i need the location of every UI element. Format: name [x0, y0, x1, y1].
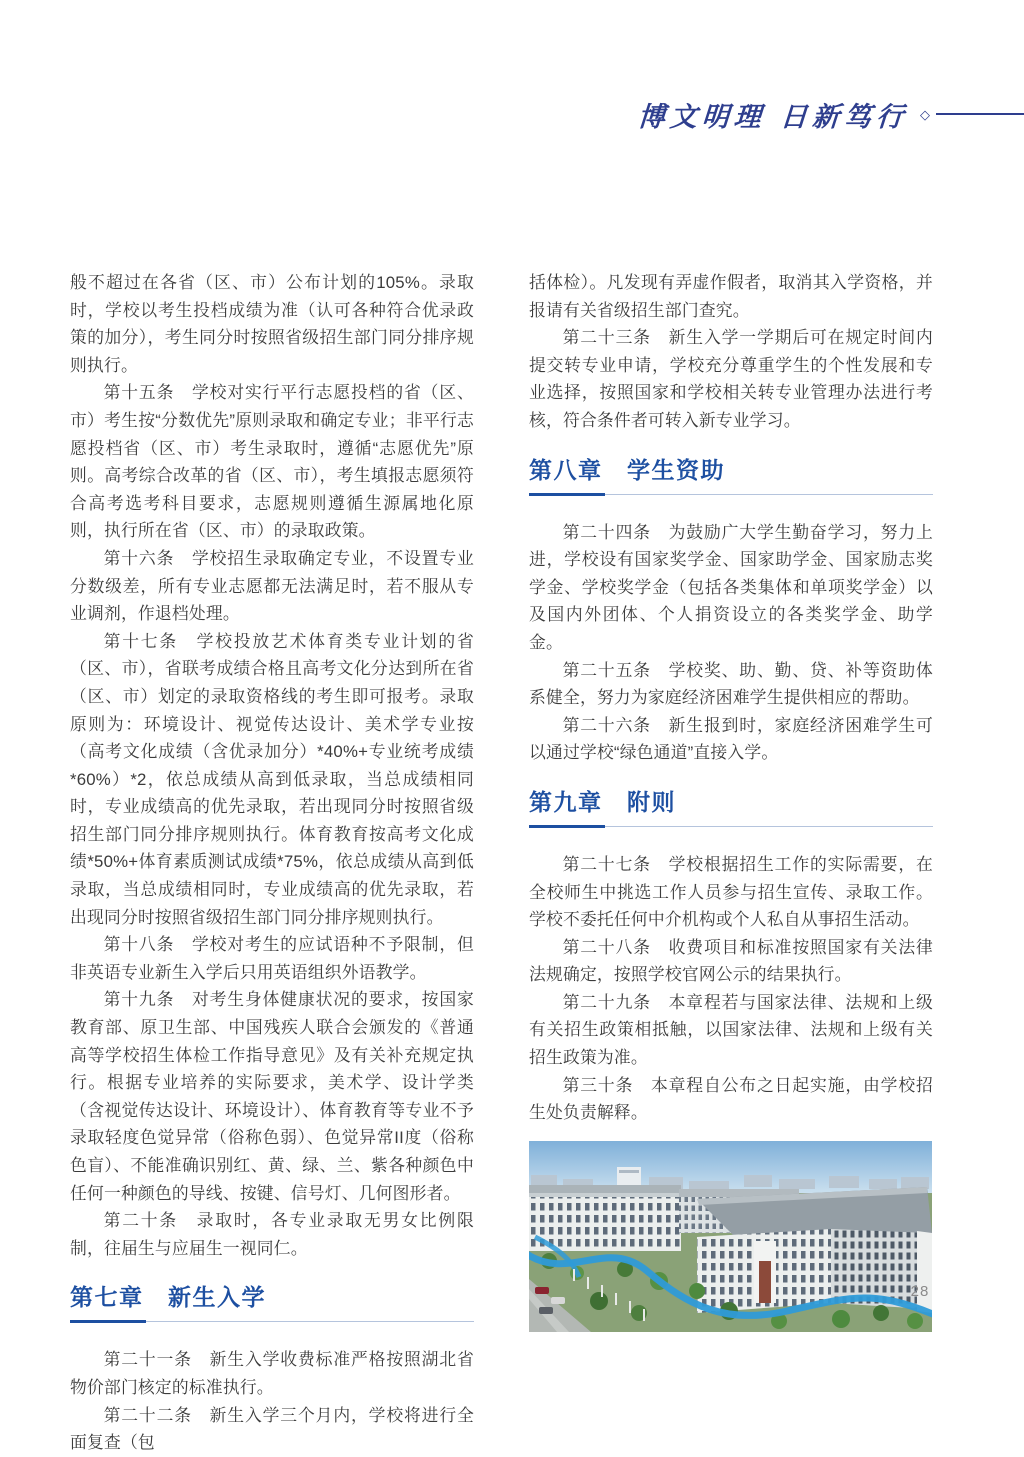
paragraph: 般不超过在各省（区、市）公布计划的105%。录取时，学校以考生投档成绩为准（认可各种符合优录政策的加分），考生同分时按照省级招生部门同分排序规则执行。 — [70, 273, 474, 375]
paragraph-article-29: 第二十九条 本章程若与国家法律、法规和上级有关招生政策相抵触，以国家法律、法规和上级有关招生政策为准。 — [529, 992, 933, 1068]
chapter-8-heading: 第八章 学生资助 — [529, 456, 725, 483]
paragraph-article-20: 第二十条 录取时，各专业录取无男女比例限制，往届生与应届生一视同仁。 — [70, 1211, 474, 1258]
header-rule-line — [936, 113, 1024, 115]
paragraph-article-30: 第三十条 本章程自公布之日起实施，由学校招生处负责解释。 — [529, 1075, 933, 1123]
paragraph-article-24: 第二十四条 为鼓励广大学生勤奋学习，努力上进，学校设有国家奖学金、国家助学金、国家励志奖学金、学校奖学金（包括各类集体和单项奖学金）以及国内外团体、个人捐资设立的各类奖学金、助学金。 — [529, 522, 933, 652]
chapter-8-underline — [529, 492, 933, 496]
chapter-9-underline — [529, 824, 933, 828]
paragraph-article-23: 第二十三条 新生入学一学期后可在规定时间内提交转专业申请，学校充分尊重学生的个性发展和专业选择，按照国家和学校相关转专业管理办法进行考核，符合条件者可转入新专业学习。 — [529, 328, 933, 430]
page-header — [0, 94, 1024, 134]
chapter-9-heading: 第九章 附则 — [529, 788, 676, 815]
paragraph-article-21: 第二十一条 新生入学收费标准严格按照湖北省物价部门核定的标准执行。 — [70, 1350, 474, 1397]
chapter-7-underline — [70, 1319, 474, 1323]
campus-aerial-photo — [529, 1141, 932, 1332]
rule-accent-segment — [529, 825, 605, 828]
left-column — [70, 269, 474, 1457]
right-column — [529, 269, 933, 1332]
paragraph-article-15: 第十五条 学校对实行平行志愿投档的省（区、市）考生按“分数优先”原则录取和确定专业；非平行志愿投档省（区、市）考生录取时，遵循“志愿优先”原则。高考综合改革的省（区、市），考生填报志愿须符合高考选考科目要求，志愿规则遵循生源属地化原则，执行所在省（区、市）的录取政策。 — [70, 383, 474, 541]
paragraph-article-22: 第二十二条 新生入学三个月内，学校将进行全面复查（包 — [70, 1405, 474, 1453]
paragraph: 括体检）。凡发现有弄虚作假者，取消其入学资格，并报请有关省级招生部门查究。 — [529, 273, 933, 320]
rule-accent-segment — [529, 493, 605, 496]
chapter-7-heading: 第七章 新生入学 — [70, 1284, 266, 1311]
paragraph-article-25: 第二十五条 学校奖、助、勤、贷、补等资助体系健全，努力为家庭经济困难学生提供相应的帮助。 — [529, 660, 933, 708]
paragraph-article-27: 第二十七条 学校根据招生工作的实际需要，在全校师生中挑选工作人员参与招生宣传、录取工作。学校不委托任何中介机构或个人私自从事招生活动。 — [529, 854, 933, 930]
paragraph-article-28: 第二十八条 收费项目和标准按照国家有关法律法规确定，按照学校官网公示的结果执行。 — [529, 937, 933, 985]
page-number: 28 — [910, 1283, 930, 1300]
paragraph-article-26: 第二十六条 新生报到时，家庭经济困难学生可以通过学校“绿色通道”直接入学。 — [529, 715, 933, 763]
paragraph-article-19: 第十九条 对考生身体健康状况的要求，按国家教育部、原卫生部、中国残疾人联合会颁发的《普通高等学校招生体检工作指导意见》及有关补充规定执行。根据专业培养的实际要求，美术学、设计学类（含视觉传达设计、环境设计）、体育教育等专业不予录取轻度色觉异常（俗称色弱）、色觉异常II度（俗称色盲）、不能准确识别红、黄、绿、兰、紫各种颜色中任何一种颜色的导线、按键、信号灯、几何图形者。 — [70, 990, 474, 1203]
paragraph-article-17: 第十七条 学校投放艺术体育类专业计划的省（区、市），省联考成绩合格且高考文化分达到所在省（区、市）划定的录取资格线的考生即可报考。录取原则为：环境设计、视觉传达设计、美术学专业按（高考文化成绩（含优录加分）*40%+专业统考成绩*60%）*2，依总成绩从高到低录取，当总成绩相同时，专业成绩高的优先录取，若出现同分时按照省级招生部门同分排序规则执行。体育教育按高考文化成绩*50%+体育素质测试成绩*75%，依总成绩从高到低录取，当总成绩相同时，专业成绩高的优先录取，若出现同分时按照省级招生部门同分排序规则执行。 — [70, 631, 474, 927]
rule-accent-segment — [70, 1320, 146, 1323]
school-motto-calligraphy: 博文明理 日新笃行 — [636, 101, 909, 133]
diamond-icon: ◇ — [920, 106, 930, 122]
paragraph-article-18: 第十八条 学校对考生的应试语种不予限制，但非英语专业新生入学后只用英语组织外语教学。 — [70, 935, 474, 982]
paragraph-article-16: 第十六条 学校招生录取确定专业，不设置专业分数级差，所有专业志愿都无法满足时，若不服从专业调剂，作退档处理。 — [70, 548, 474, 624]
